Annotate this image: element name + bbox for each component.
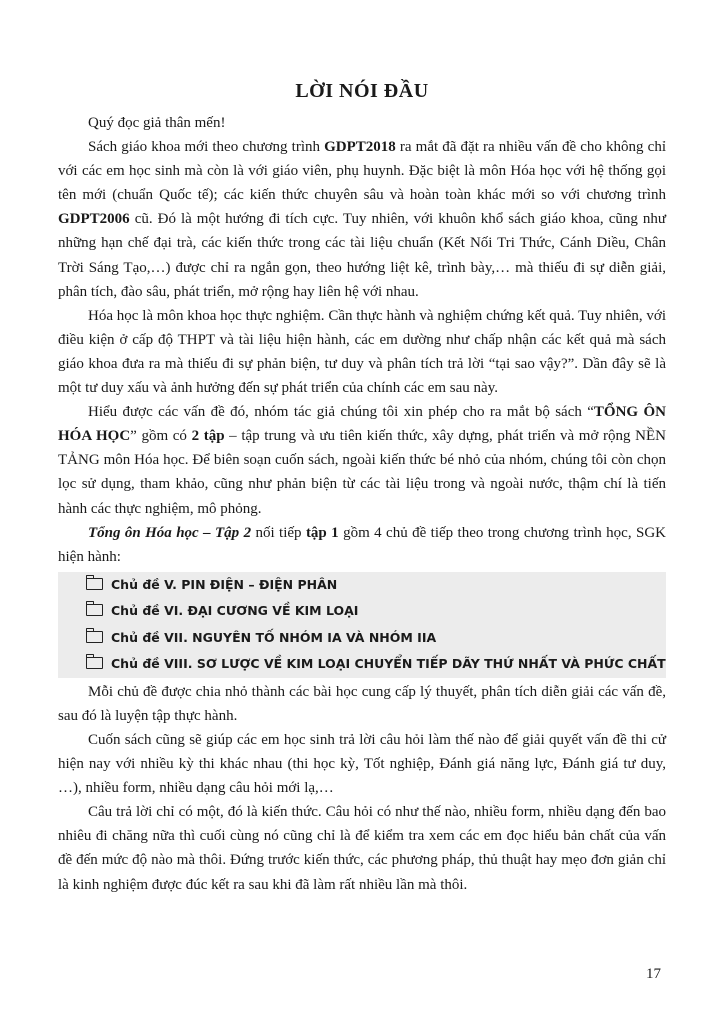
topic-item <box>58 572 666 599</box>
folder-open-icon <box>86 631 103 643</box>
topic-label: Chủ đề VIII. SƠ LƯỢC VỀ KIM LOẠI CHUYỂN TIẾP DÃY THỨ NHẤT VÀ PHỨC CHẤT <box>111 656 666 672</box>
p4-bold-volume1: tập 1 <box>305 524 339 541</box>
topic-label: Chủ đề VII. NGUYÊN TỐ NHÓM IA VÀ NHÓM IIA <box>111 629 437 645</box>
p3-bold-volumes: 2 tập <box>191 428 225 445</box>
page-title: LỜI NÓI ĐẦU <box>295 80 429 102</box>
p3-text-c: ” gồm có <box>130 428 192 445</box>
p1-text-a: Sách giáo khoa mới theo chương trình <box>88 139 325 156</box>
folder-open-icon <box>86 604 103 616</box>
p3-bold-book-title: TỔNG ÔN HÓA HỌC <box>58 404 666 445</box>
folder-open-icon <box>86 578 103 590</box>
p1-bold-gdpt2006: GDPT2006 <box>58 211 130 228</box>
topic-item <box>58 598 666 625</box>
paragraph-3 <box>58 400 666 520</box>
paragraph-6: Cuốn sách cũng sẽ giúp các em học sinh trả lời câu hỏi làm thế nào để giải quyết vấn đề thi cử hiện nay với nhiều kỳ thi khác nhau (thi học kỳ, Tốt nghiệp, Đánh giá năng lực, Đánh giá tư duy, …), nhiều form, nhiều dạng câu hỏi mới lạ,… <box>58 731 666 797</box>
p4-text-a: nối tiếp <box>251 524 306 541</box>
topic-item <box>58 625 666 652</box>
greeting: Quý đọc giả thân mến! <box>88 115 226 131</box>
p1-text-d: cũ. Đó là một hướng đi tích cực. Tuy nhiên, với khuôn khổ sách giáo khoa, cũng như những hạn chế đại trà, các kiến thức trong các tài liệu chuẩn (Kết Nối Tri Thức, Cánh Diều, Chân Trời Sáng Tạo,…) được chỉ ra ngắn gọn, theo hướng liệt kê, trình bày,… mà thiếu đi sự diễn giải, phân tích, đào sâu, phát triển, mở rộng hay liên hệ với nhau. <box>58 211 666 300</box>
folder-open-icon <box>86 657 103 669</box>
topic-list <box>58 572 666 678</box>
topic-item <box>58 651 666 678</box>
paragraph-4 <box>58 521 666 569</box>
paragraph-7: Câu trả lời chỉ có một, đó là kiến thức. Câu hỏi có như thế nào, nhiều form, nhiều dạng đến bao nhiêu đi chăng nữa thì cuối cùng nó cũng chỉ là để kiểm tra xem các em đọc hiểu bản chất của vấn đề đến mức độ nào mà thôi. Đứng trước kiến thức, các phương pháp, thủ thuật hay mẹo đơn giản chỉ là kinh nghiệm được đúc kết ra sau khi đã làm rất nhiều lần mà thôi. <box>58 804 666 893</box>
paragraph-1 <box>58 135 666 304</box>
p1-bold-gdpt2018: GDPT2018 <box>324 139 396 156</box>
p3-text-d: – tập trung và ưu tiên kiến thức, xây dựng, phát triển và mở rộng NỀN TẢNG môn Hóa học. Để biên soạn cuốn sách, ngoài kiến thức bé nhỏ của nhóm, chúng tôi còn chọn lọc sử dụng, tham khảo, cũng như phản biện từ các tài liệu trong và ngoài nước, thậm chí là tiến hành các thực nghiệm, mô phỏng. <box>58 428 667 517</box>
p4-text-c: gồm 4 chủ đề tiếp theo trong chương trình học, SGK hiện hành: <box>58 524 666 565</box>
topic-label: Chủ đề VI. ĐẠI CƯƠNG VỀ KIM LOẠI <box>111 603 359 619</box>
paragraph-2: Hóa học là môn khoa học thực nghiệm. Cần thực hành và nghiệm chứng kết quả. Tuy nhiên, với điều kiện ở cấp độ THPT và tài liệu hiện hành, các em dường như chấp nhận các kết quả mà sách giáo khoa đưa ra mà thiếu đi sự phản biện, tư duy và phân tích trả lời “tại sao vậy?”. Dần đây sẽ là một tư duy xấu và ảnh hưởng đến sự phát triển của chính các em sau này. <box>58 307 666 397</box>
p3-text-a: Hiểu được các vấn đề đó, nhóm tác giả chúng tôi xin phép cho ra mắt bộ sách “ <box>88 404 594 421</box>
paragraph-5: Mỗi chủ đề được chia nhỏ thành các bài học cung cấp lý thuyết, phân tích diễn giải các vấn đề, sau đó là luyện tập thực hành. <box>58 683 666 724</box>
preface-body <box>58 111 666 897</box>
topic-label: Chủ đề V. PIN ĐIỆN – ĐIỆN PHÂN <box>111 576 338 592</box>
p1-text-c: ra mắt đã đặt ra nhiều vấn đề cho không chỉ với các em học sinh mà còn là với giáo viên, phụ huynh. Đặc biệt là môn Hóa học với hệ thống gọi tên mới (chuẩn Quốc tế); các kiến thức chuyên sâu và hoàn toàn khác mới so với chương trình <box>58 139 666 204</box>
p4-bold-italic-title: Tổng ôn Hóa học – Tập 2 <box>88 524 252 541</box>
page-number: 17 <box>646 966 661 982</box>
